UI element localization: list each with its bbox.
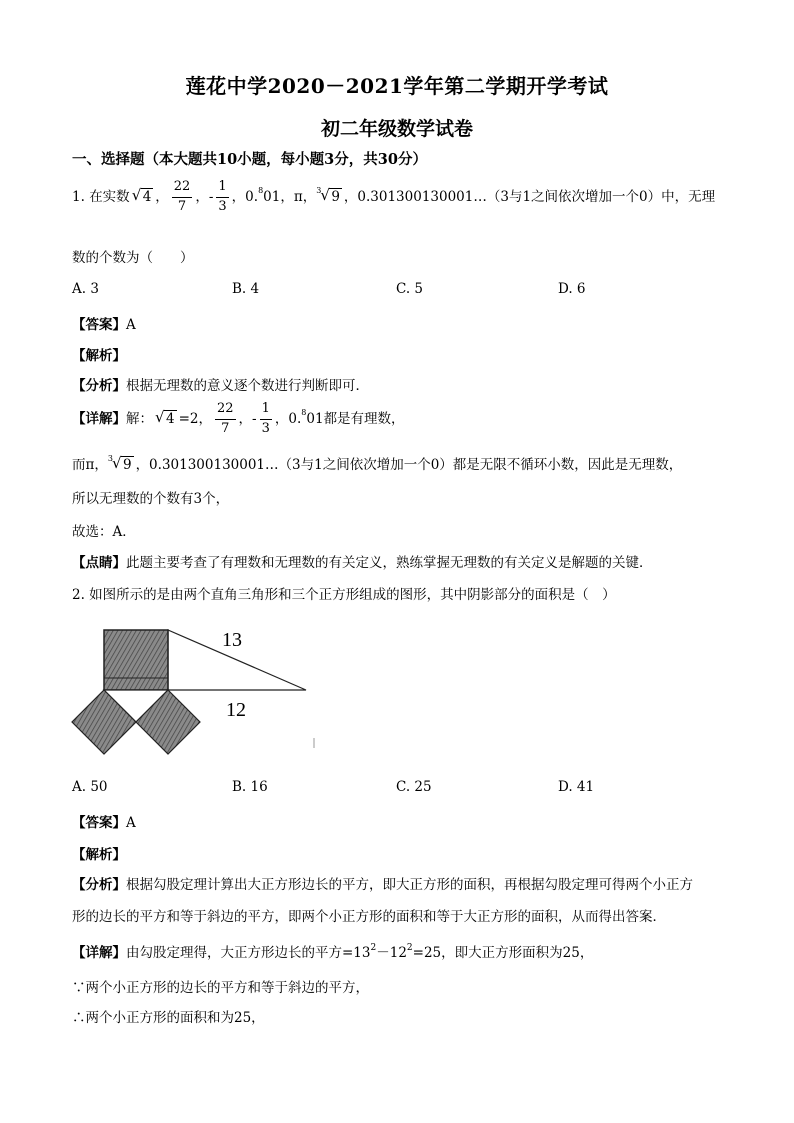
q2-option-a: A. 50: [72, 779, 108, 795]
q1-option-c: C. 5: [396, 281, 424, 297]
q1-option-a: A. 3: [72, 281, 99, 297]
q2-because: ∵两个小正方形的边长的平方和等于斜边的平方，: [72, 980, 369, 996]
q1-answer: 【答案】A: [72, 317, 136, 333]
q1-stem-prefix: 在实数: [89, 188, 130, 205]
q2-option-d: D. 41: [558, 779, 595, 795]
fraction-22-7: $\frac{22}{7}$: [173, 179, 191, 214]
fraction-1-3: $\frac{1}{3}$: [218, 179, 227, 214]
q1-number: 1.: [72, 188, 85, 205]
q1-option-b: B. 4: [232, 281, 260, 297]
q2-figure: [68, 620, 328, 770]
q1-stem-line2: 数的个数为（ ）: [72, 250, 194, 266]
q1-fenxi: 【分析】根据无理数的意义逐个数进行判断即可．: [72, 378, 369, 394]
cube-root-9: $^3$ √ 9: [316, 185, 340, 205]
q1-comment: 【点睛】此题主要考查了有理数和无理数的有关定义，熟练掌握无理数的有关定义是解题的关键．: [72, 555, 653, 571]
q1-detail-line2: 而π，$^3$ √ 9 ，0.301300130001…（3与1之间依次增加一个0）都是无限不循环小数，因此是无理数，: [72, 454, 683, 473]
q2-fenxi-line2: 形的边长的平方和等于斜边的平方，即两个小正方形的面积和等于大正方形的面积，从而得出答案．: [72, 909, 666, 925]
q2-figure-svg: [68, 620, 328, 770]
section-heading: 一、选择题（本大题共10小题，每小题3分，共30分）: [72, 151, 427, 168]
large-square: [104, 630, 168, 690]
q2-therefore: ∴两个小正方形的面积和为25，: [72, 1010, 265, 1026]
pi-symbol: π: [293, 188, 303, 205]
q2-answer: 【答案】A: [72, 815, 136, 831]
long-number: 0.301300130001…（3与1之间依次增加一个0）中，无理: [357, 188, 716, 205]
exam-title: 莲花中学2020－2021学年第二学期开学考试: [185, 74, 609, 98]
q2-stem: 2. 如图所示的是由两个直角三角形和三个正方形组成的图形，其中阴影部分的面积是（ ）: [72, 587, 616, 603]
q1-choose: 故选：A．: [72, 524, 136, 540]
q1-option-d: D. 6: [558, 281, 586, 297]
exam-subtitle: 初二年级数学试卷: [320, 118, 473, 140]
q2-fenxi-line1: 【分析】根据勾股定理计算出大正方形边长的平方，即大正方形的面积，再根据勾股定理可得两个小正方: [72, 877, 693, 893]
q2-analysis-tag: 【解析】: [72, 847, 126, 863]
neg-sign: -: [208, 188, 214, 205]
sqrt-4: √ 4: [131, 185, 152, 205]
label-hypotenuse: 13: [222, 629, 242, 651]
q1-detail-line3: 所以无理数的个数有3个，: [72, 491, 230, 507]
repeat-decimal: 0.$^8$01: [245, 185, 281, 205]
q1-stem-line1: 1. 在实数 √ 4 ， $\frac{22}{7}$ ，- $\frac{1}{3}$ ，0.$^8$01，π，$^3$ √ 9 ，0.301300130001…（3与1之间依次增加一个0）中，无理: [72, 179, 716, 214]
q1-analysis-tag: 【解析】: [72, 348, 126, 364]
q2-detail: 【详解】由勾股定理得，大正方形边长的平方$=13^2-12^2=25$，即大正方形面积为25，: [72, 943, 594, 961]
q2-option-c: C. 25: [396, 779, 432, 795]
q2-option-b: B. 16: [232, 779, 268, 795]
q1-detail-line1: 【详解】解： √ 4 =2， $\frac{22}{7}$ ，- $\frac{1}{3}$ ，0.$^8$01都是有理数，: [72, 401, 405, 436]
label-leg: 12: [226, 699, 246, 721]
